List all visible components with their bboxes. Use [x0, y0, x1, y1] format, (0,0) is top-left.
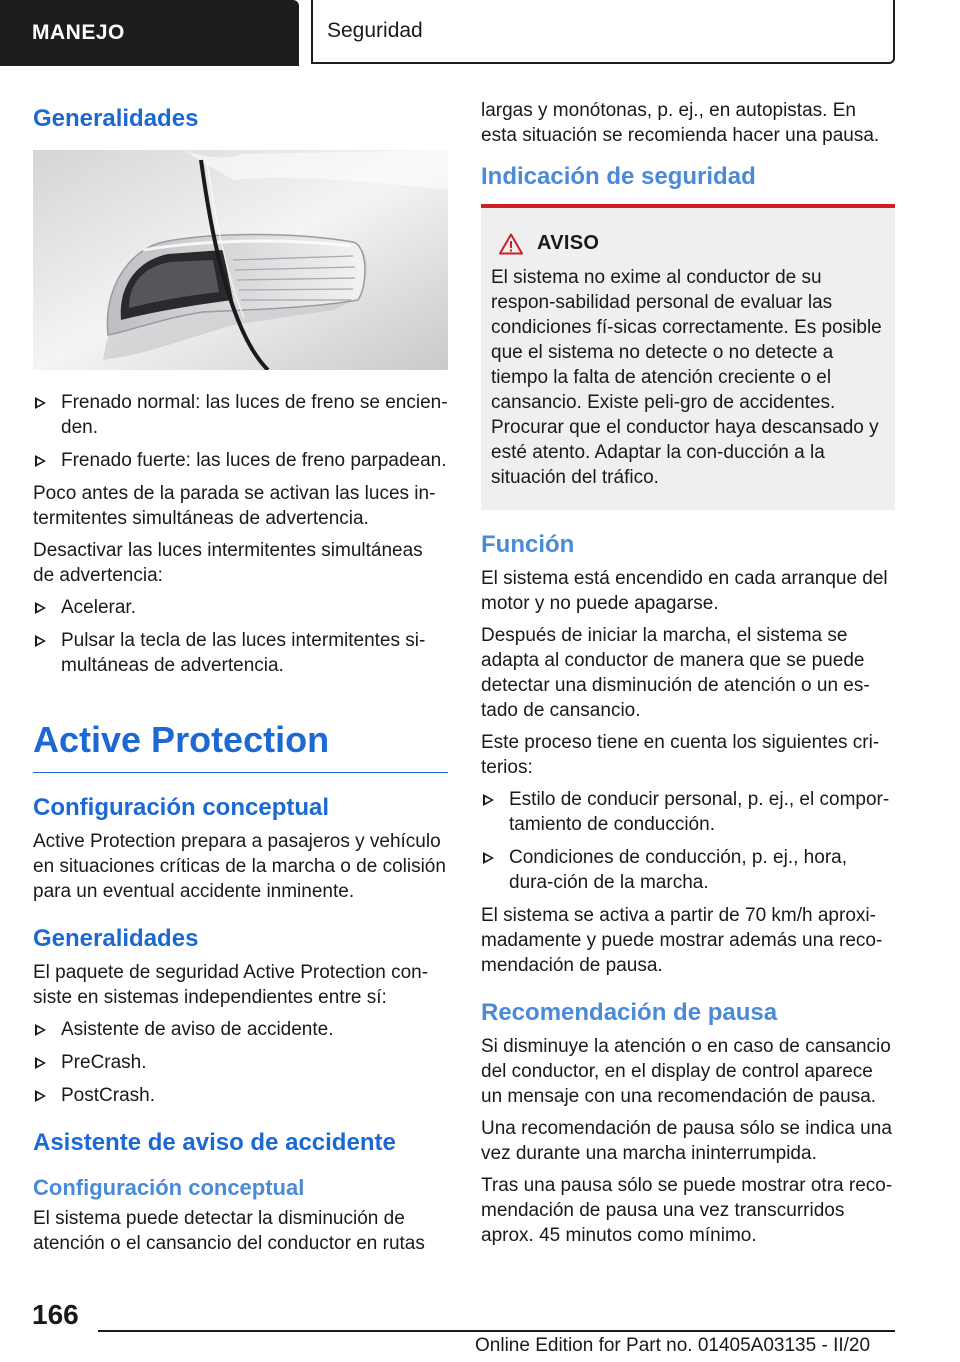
heading-configuracion-conceptual: Configuración conceptual [33, 794, 330, 821]
warning-triangle-icon [499, 233, 523, 255]
bullet-triangle-icon [35, 397, 46, 409]
bullet-triangle-icon [35, 635, 46, 647]
paragraph-config: Active Protection prepara a pasajeros y vehículo en situaciones críticas de la marcha o de colisión para un eventual accidente inminente. [33, 831, 446, 902]
list-item: Estilo de conducir personal, p. ej., el compor-tamiento de conducción. [481, 787, 895, 837]
list-item: Acelerar. [33, 595, 448, 620]
bullet-triangle-icon [35, 602, 46, 614]
heading-indicacion-seguridad: Indicación de seguridad [481, 163, 756, 190]
paragraph-config-2: El sistema puede detectar la disminución de atención o el cansancio del conductor en rutas [33, 1208, 425, 1254]
list-item: Pulsar la tecla de las luces intermitentes si-multáneas de advertencia. [33, 628, 448, 678]
criteria-list [481, 787, 895, 895]
list-item: PreCrash. [33, 1050, 448, 1075]
paragraph-rec-1: Si disminuye la atención o en caso de cansancio del conductor, en el display de control aparece un mensaje con una recomendación de pausa. [481, 1036, 891, 1107]
bullet-triangle-icon [35, 1090, 46, 1102]
tail-light-illustration [33, 150, 448, 370]
heading-funcion: Función [481, 531, 575, 558]
deactivate-list [33, 595, 448, 678]
page-header [0, 0, 960, 66]
warning-box [481, 204, 895, 510]
bullet-triangle-icon [35, 455, 46, 467]
heading-asistente-aviso: Asistente de aviso de accidente [33, 1129, 396, 1156]
paragraph-rec-3: Tras una pausa sólo se puede mostrar otra reco-mendación de pausa una vez transcurridos aprox. 45 minutos como mínimo. [481, 1175, 893, 1246]
paragraph-funcion-3: Este proceso tiene en cuenta los siguientes cri-terios: [481, 732, 880, 778]
paragraph-parada: Poco antes de la parada se activan las luces in-termitentes simultáneas de advertencia. [33, 483, 436, 529]
list-item: Frenado fuerte: las luces de freno parpadean. [33, 448, 448, 473]
heading-active-protection: Active Protection [33, 718, 448, 773]
bullet-triangle-icon [483, 794, 494, 806]
heading-generalidades-tail-lights: Generalidades [33, 105, 199, 132]
paragraph-continuation: largas y monótonas, p. ej., en autopistas. En esta situación se recomienda hacer una pausa. [481, 100, 880, 146]
warning-label: AVISO [537, 232, 600, 254]
heading-recomendacion-pausa: Recomendación de pausa [481, 999, 778, 1026]
bullet-triangle-icon [483, 852, 494, 864]
right-column [481, 98, 895, 1255]
brake-light-list [33, 390, 448, 473]
warning-text: El sistema no exime al conductor de su respon-sabilidad personal de evaluar las condiciones fí-sicas correctamente. Es posible que el sistema no detecte o no detecte a tiempo la falta de atención creciente o el cansancio. Existe peli-gro de accidentes. Procurar que el conductor haya descansado y esté atento. Adaptar la con-ducción a la situación del tráfico. [491, 267, 882, 488]
paragraph-rec-2: Una recomendación de pausa sólo se indica una vez durante una marcha ininterrumpida. [481, 1118, 892, 1164]
bullet-triangle-icon [35, 1024, 46, 1036]
footer-divider [98, 1330, 895, 1332]
page-number: 166 [32, 1299, 79, 1330]
section-tab[interactable]: Seguridad [311, 0, 895, 64]
paragraph-funcion-2: Después de iniciar la marcha, el sistema se adapta al conductor de manera que se puede detectar una disminución de atención o un es-tado de cansancio. [481, 625, 870, 721]
warning-title [491, 232, 885, 255]
chapter-tab[interactable]: MANEJO [0, 0, 299, 66]
paragraph-desactivar: Desactivar las luces intermitentes simultáneas de advertencia: [33, 540, 423, 586]
left-column [33, 98, 448, 1263]
paragraph-funcion-4: El sistema se activa a partir de 70 km/h aproxi-madamente y puede mostrar además una reco-mendación de pausa. [481, 905, 883, 976]
systems-list [33, 1017, 448, 1108]
paragraph-funcion-1: El sistema está encendido en cada arranque del motor y no puede apagarse. [481, 568, 888, 614]
list-item: Condiciones de conducción, p. ej., hora, dura-ción de la marcha. [481, 845, 895, 895]
bullet-triangle-icon [35, 1057, 46, 1069]
footer-edition: Online Edition for Part no. 01405A03135 - II/20 [475, 1335, 871, 1356]
heading-generalidades-active-protection: Generalidades [33, 925, 199, 952]
paragraph-paquete: El paquete de seguridad Active Protection con-siste en sistemas independientes entre sí: [33, 962, 429, 1008]
list-item: Asistente de aviso de accidente. [33, 1017, 448, 1042]
list-item: Frenado normal: las luces de freno se encien-den. [33, 390, 448, 440]
list-item: PostCrash. [33, 1083, 448, 1108]
heading-configuracion-conceptual-2: Configuración conceptual [33, 1175, 305, 1200]
